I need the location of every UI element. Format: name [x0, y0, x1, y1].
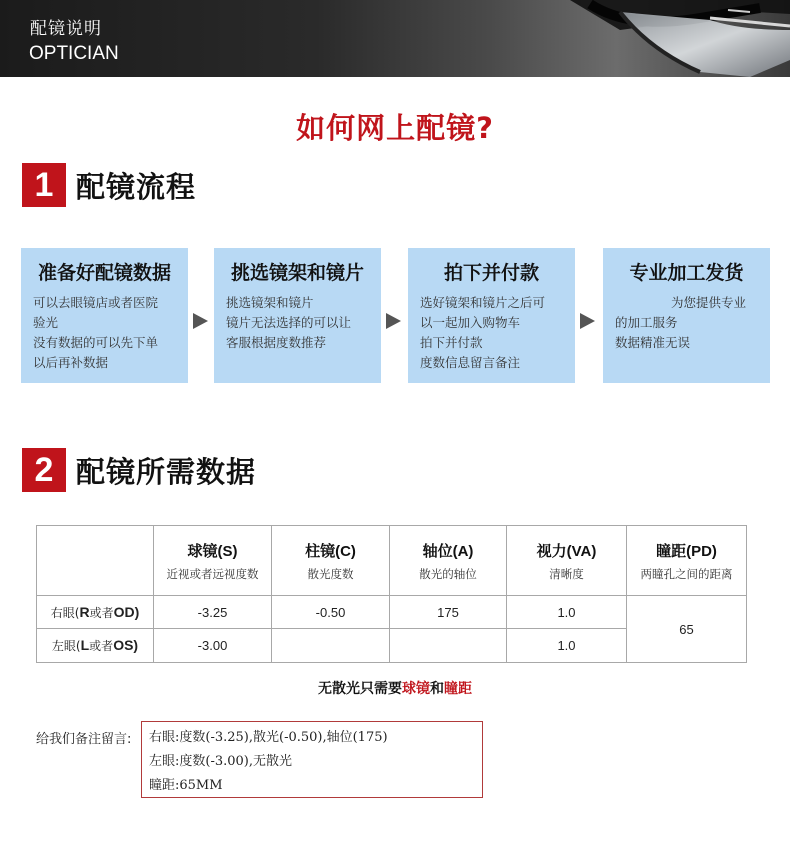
step-line: 挑选镜架和镜片 [226, 295, 314, 310]
table-corner [37, 526, 154, 596]
step-prepare-data [21, 248, 188, 383]
header-title-cn: 配镜说明 [30, 19, 102, 39]
step-line: 可以去眼镜店或者医院 [33, 295, 159, 310]
step-line: 镜片无法选择的可以让 [226, 315, 352, 330]
step-line: 的加工服务 [615, 315, 678, 330]
table-row [37, 596, 747, 629]
step-title: 挑选镜架和镜片 [230, 262, 364, 284]
header-pd: 瞳距(PD) 两瞳孔之间的距离 [627, 526, 747, 596]
right-axis: 175 [390, 596, 507, 629]
section-2-number: 2 [22, 448, 66, 492]
left-cylinder [272, 629, 390, 663]
remark-line: 左眼:度数(-3.00),无散光 [149, 754, 292, 769]
row-label-left-eye: 左眼(L或者OS) [37, 629, 154, 663]
eyeglasses-icon [560, 0, 790, 77]
section-1-number: 1 [22, 163, 66, 207]
remark-example-box [141, 721, 483, 798]
section-1-heading [22, 163, 196, 207]
step-line: 为您提供专业 [671, 295, 747, 310]
arrow-right-icon [193, 313, 208, 329]
no-astigmatism-note: 无散光只需要球镜和瞳距 [318, 681, 472, 697]
right-sphere: -3.25 [154, 596, 272, 629]
section-2-title: 配镜所需数据 [76, 454, 257, 489]
step-line: 以后再补数据 [33, 355, 109, 370]
step-order-pay [408, 248, 575, 383]
remark-label: 给我们备注留言: [36, 732, 132, 747]
right-cylinder: -0.50 [272, 596, 390, 629]
step-line: 数据精准无误 [615, 335, 691, 350]
page-title: 如何网上配镜? [296, 111, 494, 145]
step-title: 拍下并付款 [443, 262, 539, 284]
prescription-table [36, 525, 747, 663]
step-title: 专业加工发货 [629, 262, 744, 284]
header-axis: 轴位(A) 散光的轴位 [390, 526, 507, 596]
section-1-title: 配镜流程 [76, 169, 197, 204]
arrow-right-icon [386, 313, 401, 329]
step-line: 验光 [33, 315, 59, 330]
header-sphere: 球镜(S) 近视或者远视度数 [154, 526, 272, 596]
header-title-en: OPTICIAN [29, 43, 119, 64]
step-line: 以一起加入购物车 [420, 315, 521, 330]
step-line: 度数信息留言备注 [420, 355, 521, 370]
left-axis [390, 629, 507, 663]
step-process-ship [603, 248, 770, 383]
pd-value: 65 [627, 596, 747, 663]
remark-line: 右眼:度数(-3.25),散光(-0.50),轴位(175) [149, 730, 388, 745]
step-line: 没有数据的可以先下单 [33, 335, 159, 350]
step-title: 准备好配镜数据 [37, 262, 171, 284]
step-line: 拍下并付款 [420, 335, 483, 350]
left-sphere: -3.00 [154, 629, 272, 663]
step-line: 选好镜架和镜片之后可 [420, 295, 546, 310]
section-2-heading [22, 448, 256, 492]
header-banner [0, 0, 790, 77]
left-va: 1.0 [507, 629, 627, 663]
arrow-right-icon [580, 313, 595, 329]
row-label-right-eye: 右眼(R或者OD) [37, 596, 154, 629]
step-select-frame [214, 248, 381, 383]
right-va: 1.0 [507, 596, 627, 629]
step-line: 客服根据度数推荐 [226, 335, 327, 350]
header-cylinder: 柱镜(C) 散光度数 [272, 526, 390, 596]
header-va: 视力(VA) 清晰度 [507, 526, 627, 596]
remark-line: 瞳距:65MM [149, 778, 223, 793]
